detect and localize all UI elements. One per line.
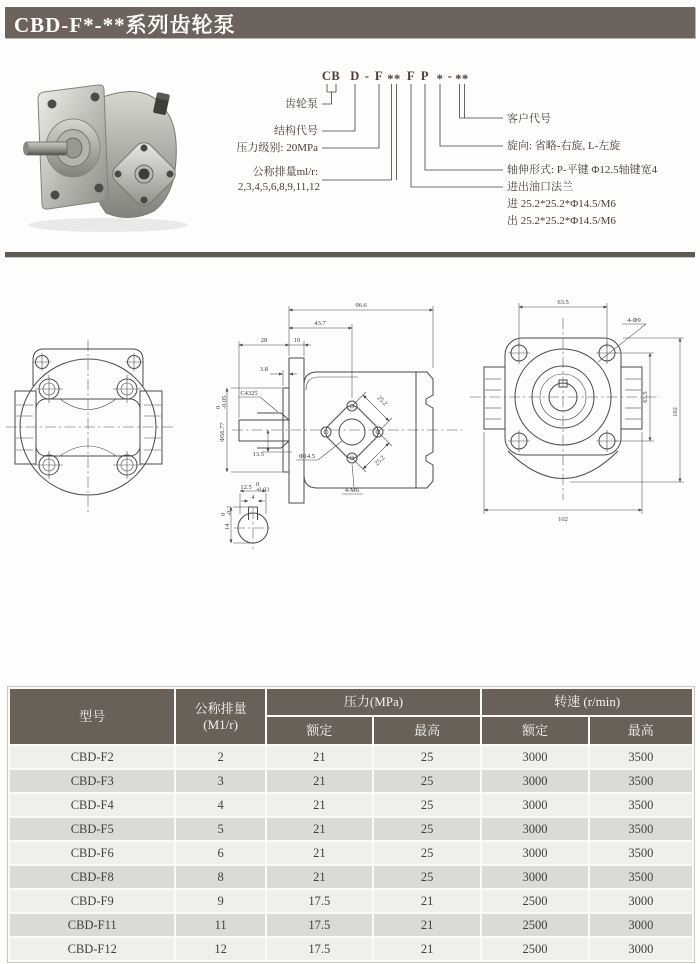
front-bolt-hole (48, 100, 57, 109)
label-rotation: 旋向: 省略-右旋, L-左旋 (507, 140, 621, 152)
code-part: P (420, 69, 430, 83)
rear-view-drawing (470, 299, 684, 523)
label-pressure-grade: 压力级别: 20MPa (236, 142, 318, 154)
code-part: F (374, 69, 384, 83)
label-flange-title: 进出油口法兰 (507, 181, 573, 193)
table-row (9, 841, 693, 865)
cell-pressure-rated: 21 (266, 793, 373, 817)
dim-shaft-length: 28 (260, 337, 268, 344)
label-flange-out: 出 25.2*25.2*Φ14.5/M6 (507, 215, 616, 227)
code-part: CB (321, 69, 341, 83)
code-part: - (447, 69, 453, 83)
model-code-diagram (200, 58, 700, 238)
cell-speed-max: 3000 (589, 913, 693, 937)
cell-speed-rated: 3000 (481, 793, 588, 817)
cell-model: CBD-F4 (9, 793, 175, 817)
cell-speed-max: 3000 (589, 937, 693, 961)
cell-pressure-rated: 17.5 (266, 937, 373, 961)
dim-bolt-pitch-horizontal: 63.5 (557, 299, 569, 306)
dim-port-center: 43.7 (314, 320, 326, 327)
model-code-string (322, 69, 469, 86)
table-row (9, 769, 693, 793)
pump-photo (8, 64, 203, 238)
front-bolt-hole (95, 184, 104, 193)
cell-model: CBD-F2 (9, 745, 175, 769)
label-customer-code: 客户代号 (507, 113, 551, 125)
dim-overall-length: 96.6 (355, 302, 367, 309)
code-part: D (350, 69, 360, 83)
col-header-displacement-line2: (M1/r) (203, 716, 238, 732)
code-part: F (406, 69, 416, 83)
spec-table (8, 687, 694, 962)
dim-port-pitch-1: 25.2 (375, 394, 389, 408)
label-displacement-values: 2,3,4,5,6,8,9,11,12 (237, 181, 320, 193)
rear-bolt-hole (141, 197, 148, 204)
table-row (9, 793, 693, 817)
svg-text:0: 0 (215, 405, 222, 409)
table-row (9, 889, 693, 913)
code-part: ** (455, 72, 469, 86)
table-row (9, 817, 693, 841)
section-divider (5, 252, 695, 257)
rear-bolt-hole (115, 171, 122, 178)
svg-text:-0.2: -0.2 (226, 505, 233, 516)
cell-displacement: 8 (175, 865, 265, 889)
cell-pressure-rated: 17.5 (266, 889, 373, 913)
code-part: ** (387, 72, 401, 86)
ear-bolt-hole-icon (125, 353, 143, 371)
cell-pressure-max: 25 (373, 745, 481, 769)
col-header-speed-rated: 额定 (481, 716, 588, 745)
page-title-bar (5, 7, 695, 38)
label-gear-pump: 齿轮泵 (285, 98, 318, 110)
label-displacement-title: 公称排量ml/r: (252, 166, 318, 178)
cell-speed-max: 3500 (589, 817, 693, 841)
svg-text:Φ56.77: Φ56.77 (219, 422, 226, 442)
front-bolt-hole (91, 93, 100, 102)
label-structure-code: 结构代号 (274, 125, 318, 137)
dim-bolt-pitch-vertical: 63.5 (642, 391, 649, 403)
cell-model: CBD-F5 (9, 817, 175, 841)
col-header-displacement-line1: 公称排量 (194, 700, 247, 716)
svg-text:14: 14 (224, 523, 231, 531)
cell-speed-max: 3500 (589, 793, 693, 817)
spec-table-wrap (7, 686, 695, 963)
cell-speed-max: 3500 (589, 865, 693, 889)
cell-pressure-max: 25 (373, 793, 481, 817)
code-part: * (436, 72, 444, 86)
bolt-hole-icon (508, 430, 530, 452)
front-bolt-hole (51, 191, 60, 200)
code-connector-lines (322, 84, 503, 187)
port-flange (321, 401, 383, 463)
dim-key-offset: 13.5 (252, 451, 264, 458)
svg-text:-0.05: -0.05 (221, 395, 228, 409)
cell-model: CBD-F9 (9, 889, 175, 913)
cell-pressure-max: 25 (373, 817, 481, 841)
cell-displacement: 2 (175, 745, 265, 769)
cell-speed-rated: 3000 (481, 769, 588, 793)
cell-speed-rated: 3000 (481, 817, 588, 841)
cell-speed-max: 3500 (589, 841, 693, 865)
cell-pressure-max: 25 (373, 841, 481, 865)
front-view-drawing (6, 340, 174, 512)
cell-model: CBD-F6 (9, 841, 175, 865)
cell-pressure-rated: 17.5 (266, 913, 373, 937)
cell-speed-rated: 2500 (481, 937, 588, 961)
cell-pressure-rated: 21 (266, 865, 373, 889)
cell-model: CBD-F12 (9, 937, 175, 961)
col-header-pressure-rated: 额定 (266, 716, 373, 745)
pump-shaft (25, 142, 67, 155)
page-title: CBD-F*-**系列齿轮泵 (14, 13, 236, 37)
cell-pressure-max: 21 (373, 913, 481, 937)
photo-shadow (28, 218, 188, 232)
dim-overall-height: 102 (672, 407, 679, 417)
side-port-block (621, 367, 642, 429)
col-group-speed: 转速 (r/min) (481, 688, 693, 716)
cell-pressure-max: 21 (373, 937, 481, 961)
shaft-end (23, 142, 29, 155)
rear-bolt-hole (141, 145, 148, 152)
cell-model: CBD-F11 (9, 913, 175, 937)
dim-overall-width: 102 (558, 516, 568, 523)
cell-speed-rated: 3000 (481, 841, 588, 865)
table-row (9, 865, 693, 889)
cell-speed-rated: 2500 (481, 913, 588, 937)
col-header-displacement (175, 688, 265, 745)
side-view-drawing (215, 302, 462, 503)
cell-speed-rated: 3000 (481, 745, 588, 769)
rear-bolt-hole (167, 171, 174, 178)
shaft-section-detail (220, 481, 272, 549)
svg-text:0: 0 (220, 512, 227, 516)
cell-model: CBD-F8 (9, 865, 175, 889)
cell-displacement: 4 (175, 793, 265, 817)
table-row (9, 937, 693, 961)
dim-key-length: 12.5 (240, 484, 252, 491)
cell-pressure-max: 21 (373, 889, 481, 913)
dim-pilot-depth: 3.8 (259, 366, 268, 373)
cell-pressure-rated: 21 (266, 841, 373, 865)
table-row (9, 913, 693, 937)
dim-port-thread: 4-M6 (344, 487, 360, 494)
code-part: - (364, 69, 370, 83)
dim-port-pitch-2: 25.2 (373, 454, 387, 468)
rear-port-hole (139, 169, 150, 180)
cell-speed-max: 3000 (589, 889, 693, 913)
cell-displacement: 9 (175, 889, 265, 913)
cell-pressure-max: 25 (373, 769, 481, 793)
col-header-model: 型号 (9, 688, 175, 745)
technical-drawings (0, 270, 700, 570)
cell-speed-rated: 2500 (481, 889, 588, 913)
cell-speed-rated: 3000 (481, 865, 588, 889)
cell-speed-max: 3500 (589, 769, 693, 793)
cell-displacement: 3 (175, 769, 265, 793)
ear-bolt-hole-icon (33, 353, 51, 371)
bolt-hole-icon (596, 430, 618, 452)
shaft-outline (239, 420, 289, 441)
cell-displacement: 6 (175, 841, 265, 865)
cell-displacement: 12 (175, 937, 265, 961)
mounting-plate (289, 358, 304, 503)
side-port-block (484, 367, 505, 429)
dim-plate-thickness: 10 (293, 337, 301, 344)
cell-model: CBD-F3 (9, 769, 175, 793)
dim-pilot-diameter (215, 395, 228, 441)
cell-pressure-rated: 21 (266, 745, 373, 769)
dim-key-width: 4 (251, 494, 255, 501)
cell-pressure-rated: 21 (266, 817, 373, 841)
cell-pressure-max: 25 (373, 865, 481, 889)
table-row (9, 745, 693, 769)
label-shaft-type: 轴伸形式: P-平键 Φ12.5轴键宽4 (507, 164, 658, 176)
col-group-pressure: 压力(MPa) (266, 688, 482, 716)
label-flange-in: 进 25.2*25.2*Φ14.5/M6 (507, 198, 616, 210)
dim-key-tol-lo: -0.03 (256, 486, 270, 494)
col-header-pressure-max: 最高 (373, 716, 481, 745)
dim-port-diameter: Φ14.5 (298, 453, 316, 460)
dim-bolt-holes: 4-Φ9 (627, 317, 641, 324)
dim-spline-code: C4325 (240, 390, 258, 397)
cell-speed-max: 3500 (589, 745, 693, 769)
cell-displacement: 5 (175, 817, 265, 841)
cell-pressure-rated: 21 (266, 769, 373, 793)
dim-key-tol-hi: 0 (256, 481, 260, 488)
cell-displacement: 11 (175, 913, 265, 937)
col-header-speed-max: 最高 (589, 716, 693, 745)
